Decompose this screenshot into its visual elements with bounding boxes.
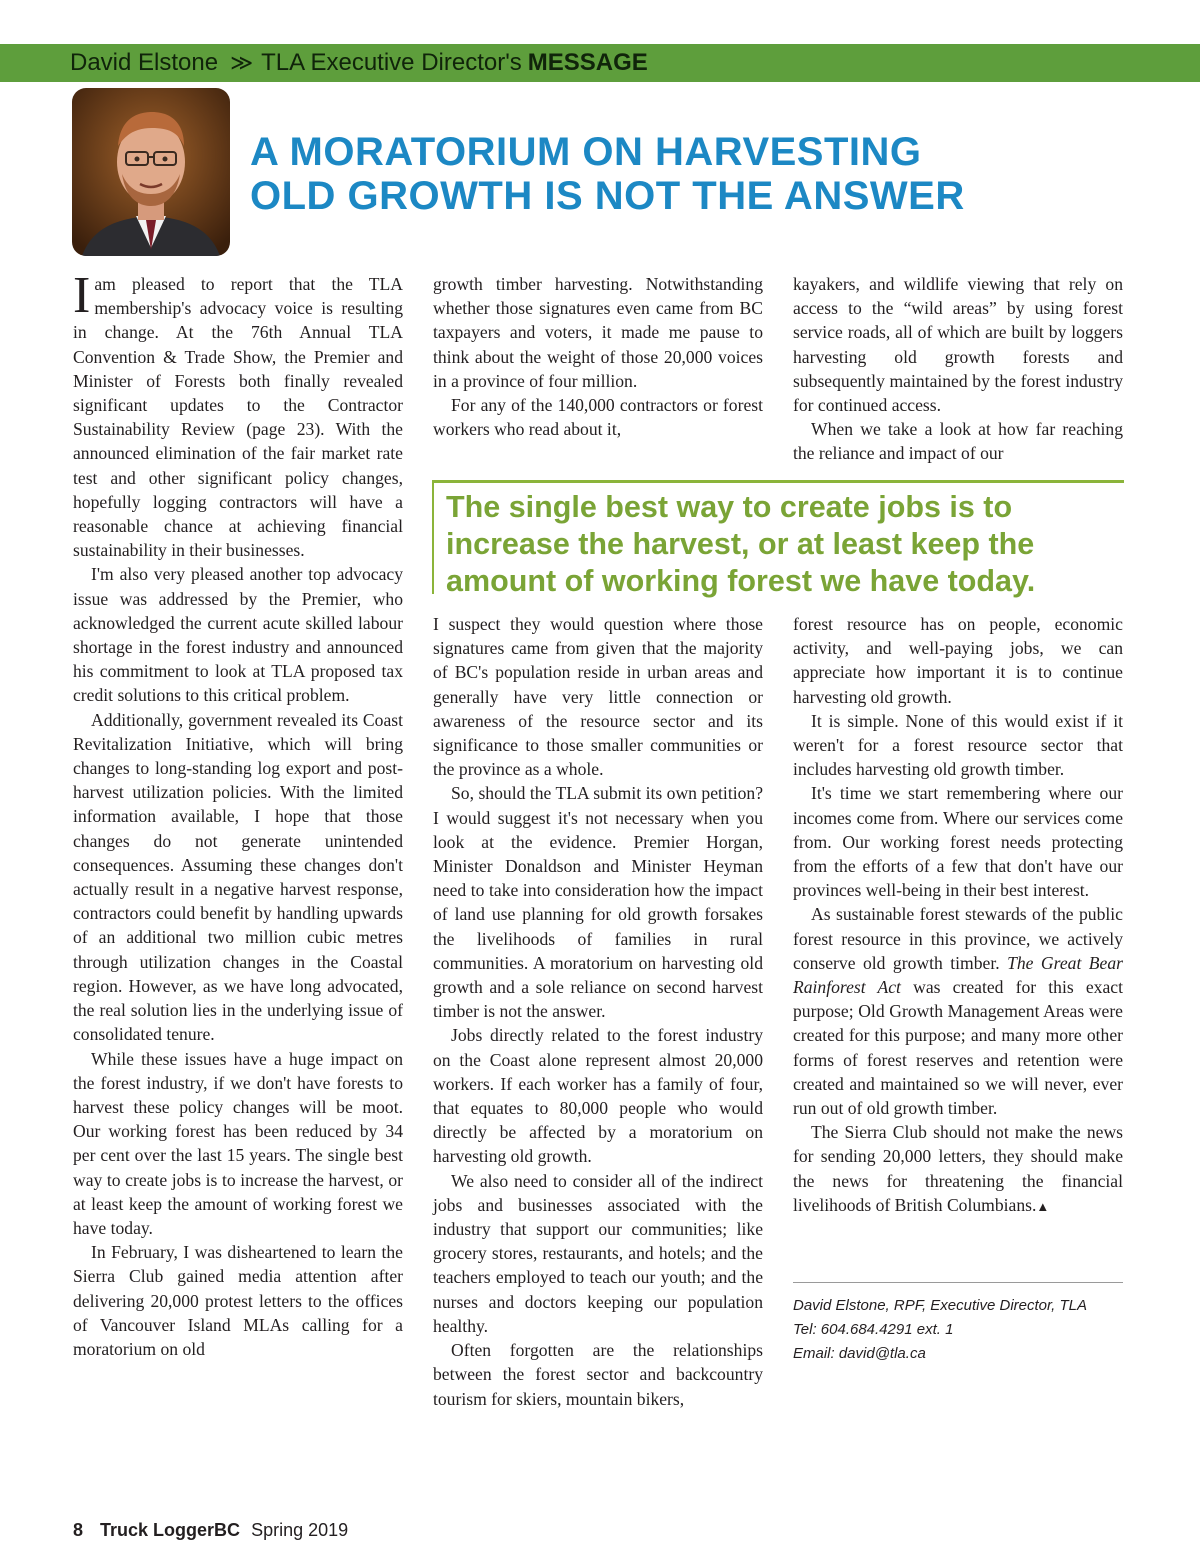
paragraph: I suspect they would question where those signatures came from given that the majority of BC's population reside in urban areas and generally have very little connection or awareness of the resource sector and its significance to those smaller communities or the province as a whole. (433, 614, 763, 780)
paragraph: kayakers, and wildlife viewing that rely on access to the “wild areas” by using forest service roads, all of which are built by loggers harvesting old growth forests and subsequently maintained by the forest industry for continued access. (793, 274, 1123, 416)
chevron-right-icon: ≫ (230, 50, 254, 75)
paragraph: As sustainable forest stewards of the public forest resource in this province, we actively conserve old growth timber. The Great Bear Rainforest Act was created for this exact purpose; Old Growth Management Areas were created for this purpose; and many more other forms of forest reserves and retention were created and maintained so we will never, ever run out of old growth timber. (793, 904, 1123, 1119)
paragraph: It's time we start remembering where our incomes come from. Where our services come from. Our working forest needs protecting from the efforts of a few that don't have our provinces well-being in their best interest. (793, 783, 1123, 901)
paragraph: I'm also very pleased another top advocacy issue was addressed by the Premier, who acknowledged the current acute skilled labour shortage in the forest industry and announced his commitment to look at TLA proposed tax credit solutions to this critical problem. (73, 564, 403, 706)
paragraph: So, should the TLA submit its own petition? I would suggest it's not necessary when you look at the evidence. Premier Horgan, Minister Donaldson and Minister Heyman need to take into consideration how the impact of land use planning for old growth forsakes the livelihoods of families in rural communities. A moratorium on harvesting old growth and a sole reliance on second harvest timber is not the answer. (433, 783, 763, 1022)
paragraph: It is simple. None of this would exist if it weren't for a forest resource sector that includes harvesting old growth timber. (793, 710, 1123, 780)
paragraph: When we take a look at how far reaching the reliance and impact of our (793, 419, 1123, 464)
column-2-top (433, 272, 763, 441)
portrait-photo (72, 88, 230, 256)
column-3-top (793, 272, 1123, 466)
page-number: 8 (73, 1520, 84, 1540)
signature-email: Email: david@tla.ca (793, 1345, 926, 1362)
page-footer (73, 1520, 348, 1541)
section-banner (0, 44, 1200, 82)
act-title: The Great Bear Rainforest Act (793, 952, 1123, 998)
magazine-title: Truck LoggerBC (100, 1520, 241, 1540)
banner-author: David Elstone (70, 49, 219, 76)
paragraph: While these issues have a huge impact on the forest industry, if we don't have forests to harvest these policy changes will be moot. Our working forest has been reduced by 34 per cent over the last 15 years. The single best way to create jobs is to increase the harvest, or at least keep the amount of working forest we have today. (73, 1048, 403, 1238)
headline-line-1: A MORATORIUM ON HARVESTING (250, 130, 922, 174)
author-signature (793, 1294, 1133, 1366)
paragraph: forest resource has on people, economic activity, and well-paying jobs, we can appreciate how important it is to continue harvesting old growth. (793, 614, 1123, 707)
signature-phone: Tel: 604.684.4291 ext. 1 (793, 1321, 954, 1338)
banner-section: TLA Executive Director's (261, 49, 522, 76)
paragraph: We also need to consider all of the indirect jobs and businesses associated with the industry that support our communities; like grocery stores, restaurants, and hotels; and the teachers employed to teach our youth; and the nurses and doctors keeping our population healthy. (433, 1170, 763, 1336)
portrait-photo-icon (72, 88, 230, 256)
paragraph: For any of the 140,000 contractors or forest workers who read about it, (433, 395, 763, 440)
issue-label: Spring 2019 (251, 1520, 349, 1540)
paragraph: Often forgotten are the relationships between the forest sector and backcountry tourism for skiers, mountain bikers, (433, 1340, 763, 1409)
article-headline (250, 130, 1150, 218)
pull-quote: The single best way to create jobs is to increase the harvest, or at least keep the amount of working forest we have today. (432, 480, 1124, 594)
banner-section-emphasis: MESSAGE (527, 49, 648, 76)
paragraph: Jobs directly related to the forest industry on the Coast alone represent almost 20,000 workers. If each worker has a family of four, that equates to 80,000 people who would directly be affected by a moratorium on harvesting old growth. (433, 1025, 763, 1167)
headline-line-2: OLD GROWTH IS NOT THE ANSWER (250, 174, 965, 218)
paragraph: In February, I was disheartened to learn the Sierra Club gained media attention after delivering 20,000 protest letters to the offices of Vancouver Island MLAs calling for a moratorium on old (73, 1242, 403, 1359)
column-2-bottom (433, 612, 763, 1411)
paragraph: Additionally, government revealed its Coast Revitalization Initiative, which will bring changes to long-standing log export and post-harvest utilization policies. With the limited information available, I hope that those changes do not generate unintended consequences. Assuming these changes don't actually result in a negative harvest response, contractors could benefit by handling upwards of an additional two million cubic metres through utilization changes in the Coastal region. However, as we have long advocated, the real solution lies in the underlying issue of consolidated tenure. (73, 709, 403, 1045)
column-3-bottom (793, 612, 1123, 1219)
signature-name: David Elstone, RPF, Executive Director, TLA (793, 1297, 1088, 1314)
paragraph: The Sierra Club should not make the news for sending 20,000 letters, they should make the news for threatening the financial livelihoods of British Columbians.▲ (793, 1122, 1123, 1215)
signature-divider (793, 1282, 1123, 1283)
drop-cap: I (73, 267, 91, 324)
paragraph: growth timber harvesting. Notwithstanding whether those signatures even came from BC taxpayers and voters, it made me pause to think about the weight of those 20,000 voices in a province of four million. (433, 274, 763, 391)
tree-end-mark-icon: ▲ (1036, 1198, 1050, 1214)
paragraph: Iam pleased to report that the TLA membership's advocacy voice is resulting in change. At the 76th Annual TLA Convention & Trade Show, the Premier and Minister of Forests both finally revealed significant updates to the Contractor Sustainability Review (page 23). With the announced elimination of the fair market rate test and other significant policy changes, hopefully logging contractors will have a reasonable chance at achieving financial sustainability in their businesses. (73, 267, 403, 561)
column-1 (73, 267, 403, 1361)
